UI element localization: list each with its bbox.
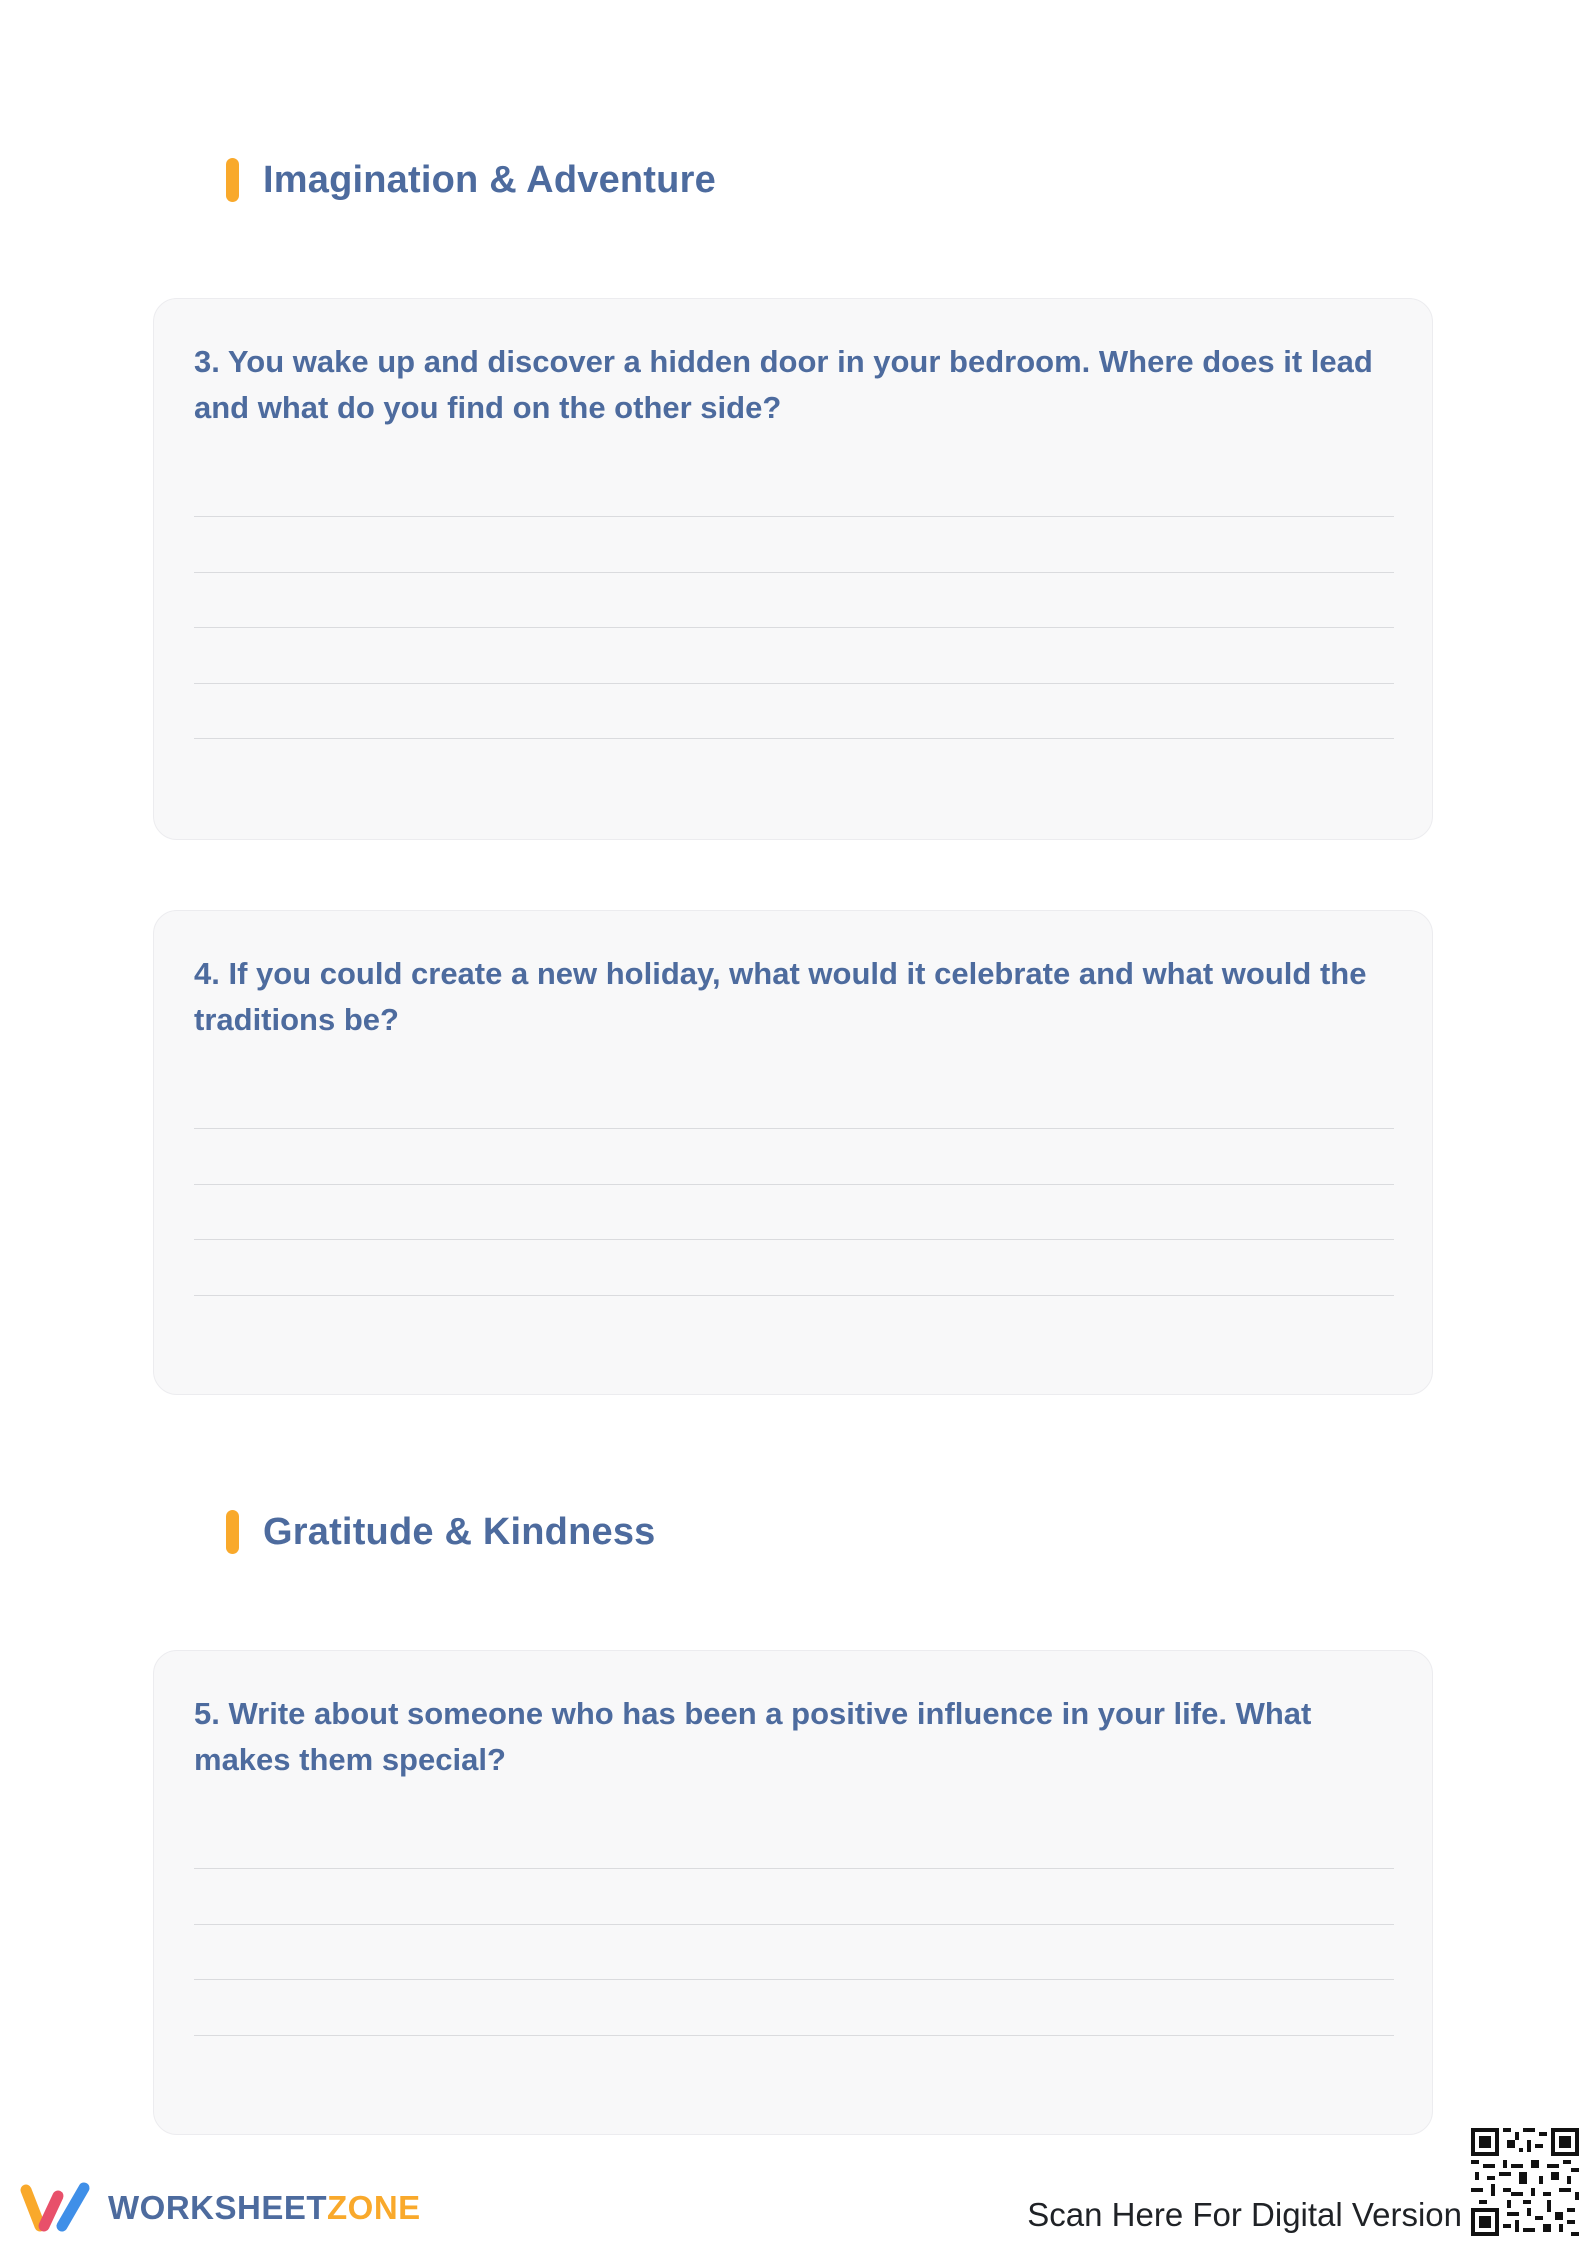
section-accent-bar xyxy=(226,158,239,202)
answer-line[interactable] xyxy=(194,2035,1394,2036)
answer-line[interactable] xyxy=(194,738,1394,739)
scan-instruction: Scan Here For Digital Version xyxy=(1027,2196,1462,2233)
question-prompt: 5. Write about someone who has been a positive influence in your life. What makes them special? xyxy=(194,1696,1312,1777)
question-prompt: 4. If you could create a new holiday, what would it celebrate and what would the traditions be? xyxy=(194,956,1367,1037)
answer-line[interactable] xyxy=(194,516,1394,517)
answer-line[interactable] xyxy=(194,1979,1394,1980)
answer-lines[interactable] xyxy=(194,1868,1394,2090)
answer-line[interactable] xyxy=(194,572,1394,573)
answer-line[interactable] xyxy=(194,1239,1394,1240)
answer-line[interactable] xyxy=(194,1868,1394,1869)
section-heading-imagination xyxy=(226,158,716,202)
answer-line[interactable] xyxy=(194,1184,1394,1185)
section-title: Gratitude & Kindness xyxy=(263,1510,656,1553)
answer-line[interactable] xyxy=(194,1128,1394,1129)
brand-name-part2: ZONE xyxy=(327,2189,421,2226)
w-logo-icon xyxy=(18,2180,94,2236)
brand-name-part1: WORKSHEET xyxy=(108,2189,327,2226)
answer-line[interactable] xyxy=(194,683,1394,684)
section-heading-gratitude xyxy=(226,1510,656,1554)
question-card-4 xyxy=(153,910,1433,1395)
question-card-3 xyxy=(153,298,1433,840)
answer-lines[interactable] xyxy=(194,516,1394,794)
answer-line[interactable] xyxy=(194,627,1394,628)
answer-line[interactable] xyxy=(194,1295,1394,1296)
answer-line[interactable] xyxy=(194,1924,1394,1925)
section-accent-bar xyxy=(226,1510,239,1554)
question-card-5 xyxy=(153,1650,1433,2135)
section-title: Imagination & Adventure xyxy=(263,158,716,201)
question-prompt: 3. You wake up and discover a hidden door in your bedroom. Where does it lead and what do you find on the other side? xyxy=(194,344,1373,425)
qr-code-icon[interactable] xyxy=(1471,2128,1579,2236)
answer-lines[interactable] xyxy=(194,1128,1394,1350)
worksheetzone-logo[interactable] xyxy=(18,2180,421,2236)
